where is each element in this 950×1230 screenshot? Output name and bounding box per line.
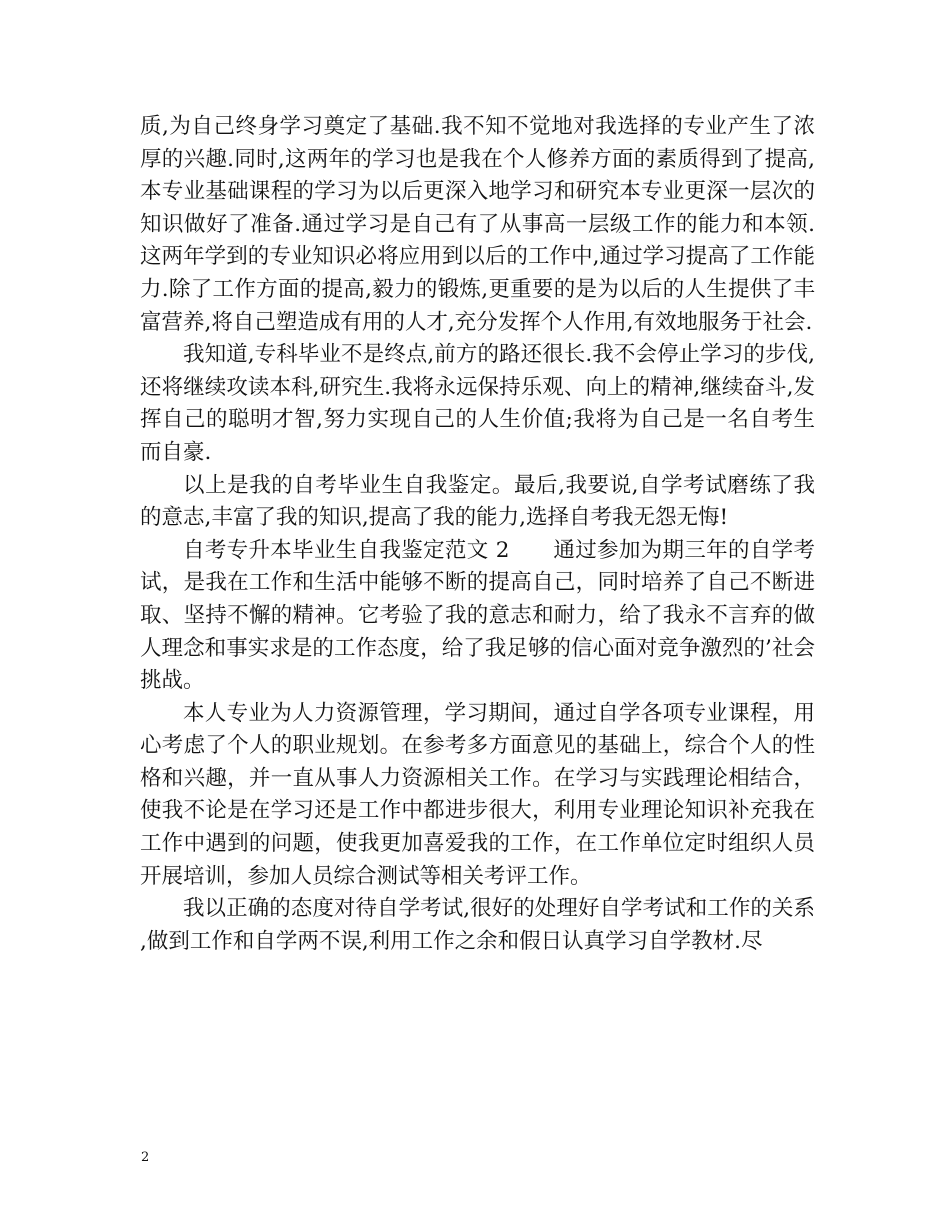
paragraph-major-study: 本人专业为人力资源管理，学习期间，通过自学各项专业课程，用心考虑了个人的职业规划。在参考多方面意见的基础上，综合个人的性格和兴趣，并一直从事人力资源相关工作。在学习与实践理论相结合，使我不论是在学习还是工作中都进步很大，利用专业理论知识补充我在工作中遇到的问题，使我更加喜爱我的工作，在工作单位定时组织人员开展培训，参加人员综合测试等相关考评工作。 — [140, 700, 815, 889]
paragraph-conclusion: 以上是我的自考毕业生自我鉴定。最后,我要说,自学考试磨练了我的意志,丰富了我的知识,提高了我的能力,选择自考我无怨无悔! — [140, 472, 815, 531]
page-number: 2 — [141, 1150, 150, 1165]
paragraph-sample-2-intro: 自考专升本毕业生自我鉴定范文 2 通过参加为期三年的自学考试，是我在工作和生活中能够不断的提高自己，同时培养了自己不断进取、坚持不懈的精神。它考验了我的意志和耐力，给了我永不言弃的做人理念和事实求是的工作态度，给了我足够的信心面对竞争激烈的’社会挑战。 — [140, 537, 815, 694]
body-text — [140, 111, 815, 958]
paragraph-study-attitude: 我以正确的态度对待自学考试,很好的处理好自学考试和工作的关系,做到工作和自学两不误,利用工作之余和假日认真学习自学教材.尽 — [140, 896, 815, 954]
paragraph-graduation-outlook: 我知道,专科毕业不是终点,前方的路还很长.我不会停止学习的步伐,还将继续攻读本科,研究生.我将永远保持乐观、向上的精神,继续奋斗,发挥自己的聪明才智,努力实现自己的人生价值;我将为自己是一名自考生而自豪. — [140, 342, 815, 465]
paragraph-continuation: 质,为自己终身学习奠定了基础.我不知不觉地对我选择的专业产生了浓厚的兴趣.同时,这两年的学习也是我在个人修养方面的素质得到了提高,本专业基础课程的学习为以后更深入地学习和研究本专业更深一层次的知识做好了准备.通过学习是自己有了从事高一层级工作的能力和本领.这两年学到的专业知识必将应用到以后的工作中,通过学习提高了工作能力.除了工作方面的提高,毅力的锻炼,更重要的是为以后的人生提供了丰富营养,将自己塑造成有用的人才,充分发挥个人作用,有效地服务于社会. — [140, 114, 815, 335]
